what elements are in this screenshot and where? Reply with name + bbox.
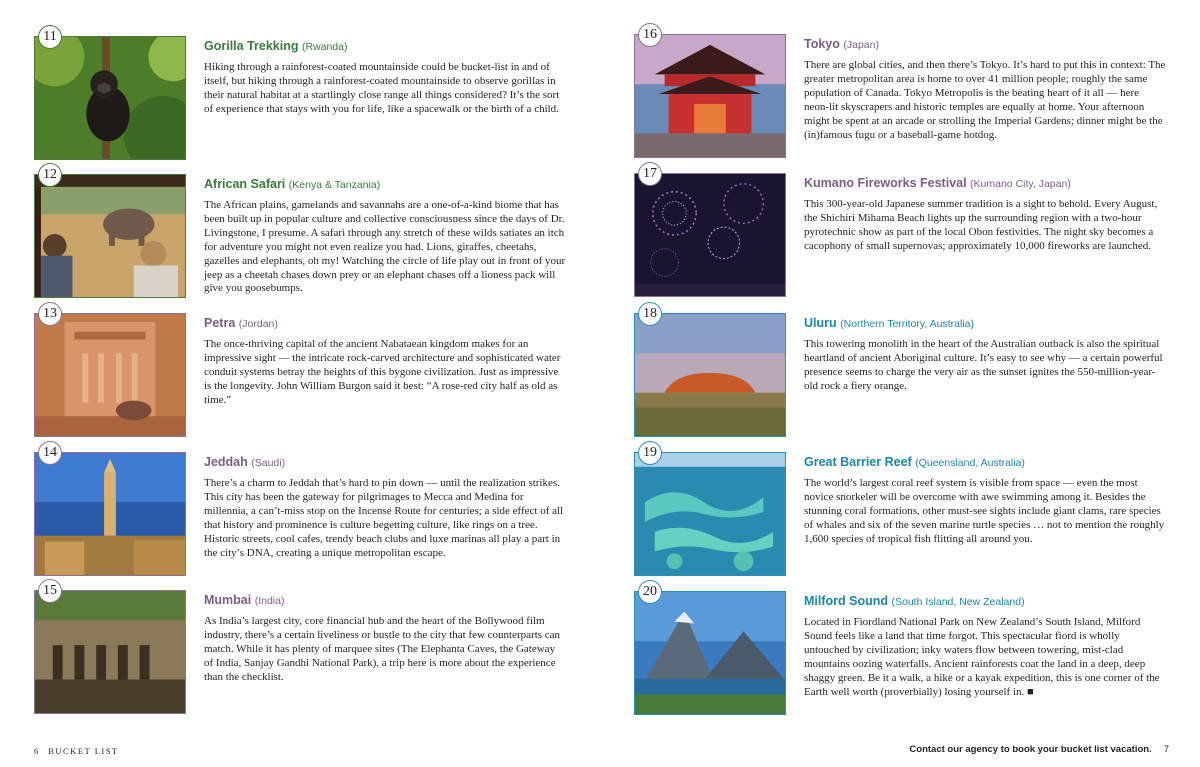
entry-number: 14	[38, 441, 62, 465]
entry-number: 11	[38, 25, 62, 49]
entry-uluru	[634, 306, 1174, 437]
uluru-photo	[634, 313, 786, 437]
entry-description: The world’s largest coral reef system is visible from space — even the most novice snorkeler will be overcome with awe swimming among it. Besides the stunning coral formations, other must-see sights include giant clams, rare species of whales and six of the seven marine turtle species … not to mention the roughly 1,600 species of tropical fish flitting all around you.	[804, 477, 1165, 545]
entry-description: The African plains, gamelands and savannahs are a one-of-a-kind biome that has been built up in popular culture and collective consciousness since the days of Dr. Livingstone, I presume. A safari through any stretch of these wilds satiates an itch for adventure you might not even realize you had. Lions, giraffes, cheetahs, gazelles and elephants, oh my! Watching the circle of life play out in front of your jeep as a cheetah chases down prey or an elephant chases off a lioness pack will give you goosebumps.	[204, 199, 566, 295]
entry-title: Gorilla Trekking (Rwanda)	[204, 39, 348, 53]
safari-photo	[34, 174, 186, 298]
entry-title: Jeddah (Saudi)	[204, 455, 286, 469]
entry-description: Located in Fiordland National Park on New Zealand’s South Island, Milford Sound feels like a land that time forgot. This spectacular fiord is wholly untouched by civilization; inky waters flow between towering, mist-clad mountains oozing waterfalls. Ancient rainforests coat the land in a deep, deep shaggy green. Be it a walk, a hike or a kayak expedition, this is one corner of the Earth well worth (proverbially) losing yourself in. ■	[804, 616, 1160, 698]
entry-description: This towering monolith in the heart of the Australian outback is also the spiritual heartland of ancient Aboriginal culture. It’s easy to see why — a certain powerful presence seems to charge the very air as the sunset ignites the 550-million-year-old rock a fiery orange.	[804, 338, 1163, 392]
footer-left	[34, 746, 119, 756]
entry-great-barrier-reef	[634, 445, 1174, 576]
gorilla-photo	[34, 36, 186, 160]
contact-call-to-action: Contact our agency to book your bucket list vacation.	[909, 744, 1152, 755]
entry-description: There’s a charm to Jeddah that’s hard to pin down — until the realization strikes. This city has been the gateway for pilgrimages to Mecca and Medina for millennia, a can’t-miss stop on the Incense Route for centuries; a side effect of all that history and prominence is culture begetting culture, like rings on a tree. Historic streets, cool cafes, trendy beach clubs and luxe marinas all play a part in the city’s DNA, creating a unique metropolitan escape.	[204, 477, 564, 559]
entry-number: 19	[638, 441, 662, 465]
reef-photo	[634, 452, 786, 576]
page-number-left: 6	[34, 746, 39, 756]
entry-number: 13	[38, 302, 62, 326]
entry-description: The once-thriving capital of the ancient Nabataean kingdom makes for an impressive sight — the intricate rock-carved architecture and sophisticated water conduit systems betray the heights of this bygone civilization. Just as impressive is the longevity. John William Burgon said it best: “A rose-red city half as old as time.”	[204, 338, 561, 406]
entry-title: Petra (Jordan)	[204, 316, 278, 330]
entry-jeddah	[34, 445, 574, 576]
entry-description: This 300-year-old Japanese summer tradition is a sight to behold. Every August, the Shichiri Mihama Beach lights up the surrounding region with a two-hour pyrotechnic show as part of the local Obon festivities. The night sky becomes a cacophony of small supernovas; approximately 10,000 fireworks are launched.	[804, 198, 1158, 252]
entry-number: 17	[638, 162, 662, 186]
entry-title: Uluru (Northern Territory, Australia)	[804, 316, 974, 330]
mumbai-photo	[34, 590, 186, 714]
entry-title: Mumbai (India)	[204, 593, 285, 607]
entry-mumbai	[34, 583, 574, 714]
entry-gorilla-trekking	[34, 29, 574, 160]
entry-number: 16	[638, 23, 662, 47]
entry-tokyo	[634, 27, 1174, 158]
entry-number: 20	[638, 580, 662, 604]
entry-description: As India’s largest city, core financial hub and the heart of the Bollywood film industry, there’s a certain liveliness or bustle to the city that few counterparts can match. While it has plenty of marquee sites (The Elephanta Caves, the Gateway of India, Sanjay Gandhi National Park), a trip here is more about the experience than the checklist.	[204, 615, 561, 683]
entry-number: 12	[38, 163, 62, 187]
entry-title: African Safari (Kenya & Tanzania)	[204, 177, 381, 191]
fireworks-photo	[634, 173, 786, 297]
entry-number: 15	[38, 579, 62, 603]
entry-title: Milford Sound (South Island, New Zealand)	[804, 594, 1025, 608]
jeddah-photo	[34, 452, 186, 576]
milford-sound-photo	[634, 591, 786, 715]
entry-description: Hiking through a rainforest-coated mountainside could be bucket-list in and of itself, but hiking through a rainforest-coated mountainside to observe gorillas in their natural habitat at a startlingly close range all things considered? It’s the sort of experience that stays with you for life, like a spacewalk or the birth of a child.	[204, 61, 560, 115]
entry-title: Great Barrier Reef (Queensland, Australia)	[804, 455, 1025, 469]
entry-title: Kumano Fireworks Festival (Kumano City, Japan)	[804, 176, 1071, 190]
page-number-right: 7	[1163, 744, 1169, 755]
entry-milford-sound	[634, 584, 1174, 715]
petra-photo	[34, 313, 186, 437]
entry-description: There are global cities, and then there’s Tokyo. It’s hard to put this in context: The greater metropolitan area is home to over 41 million people; roughly the same population of Canada. Tokyo Metropolis is the beating heart of it all — here neon-lit skyscrapers and historic temples are equally at home. Your afternoon might be spent at an arcade or strolling the Imperial Gardens; dinner might be the (in)famous fugu or a baseball-game hotdog.	[804, 59, 1166, 141]
entry-petra	[34, 306, 574, 437]
section-label: BUCKET LIST	[48, 746, 119, 756]
entry-african-safari	[34, 167, 574, 298]
entry-number: 18	[638, 302, 662, 326]
entry-title: Tokyo (Japan)	[804, 37, 879, 51]
entry-kumano-fireworks	[634, 166, 1174, 297]
tokyo-photo	[634, 34, 786, 158]
footer-right	[909, 744, 1169, 755]
